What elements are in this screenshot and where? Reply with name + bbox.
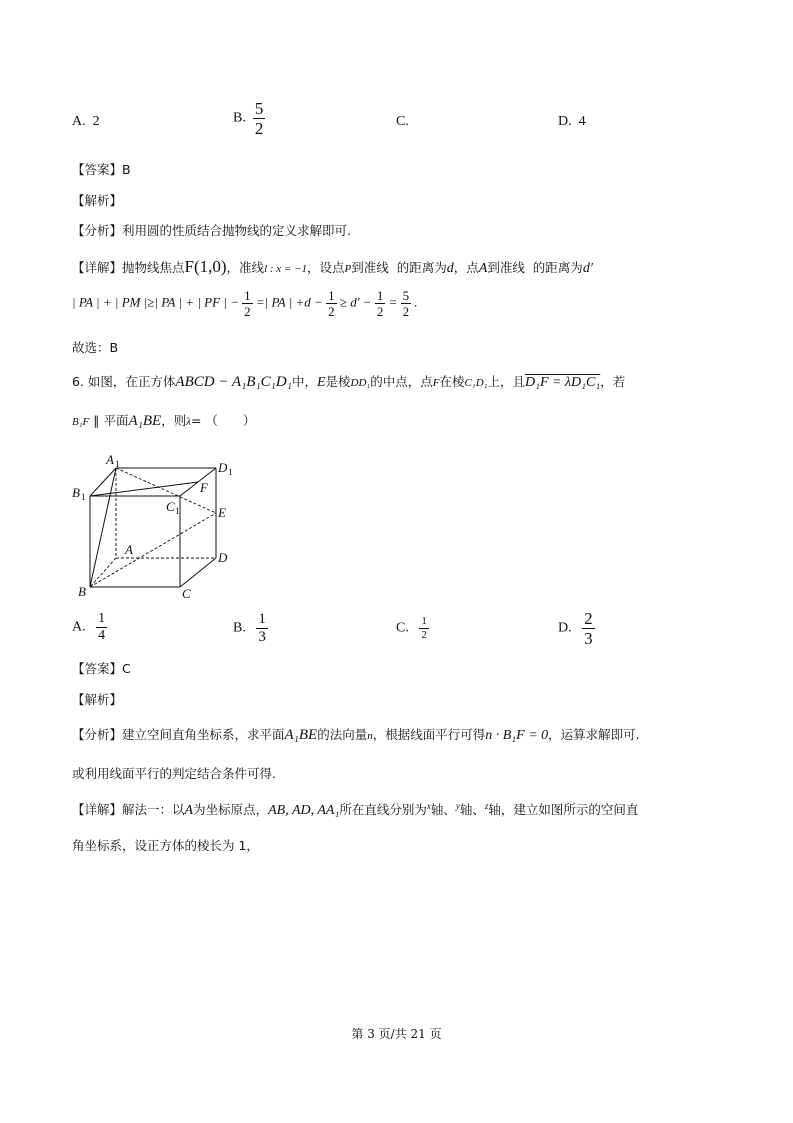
focus-formula: F(1,0) [184, 257, 227, 276]
option-label: B. [233, 110, 246, 126]
q5-analysis-tag: 【解析】 [72, 193, 123, 208]
label-b1: B [72, 485, 80, 500]
q5-analysis: 【分析】利用圆的性质结合抛物线的定义求解即可. [72, 223, 351, 238]
label-b: B [78, 584, 86, 599]
label-b1-sub: 1 [81, 492, 86, 502]
q6-option-c: C. $\frac{1}{2}$ [396, 615, 427, 641]
segment-b1f [90, 482, 198, 496]
q5-answer: 【答案】B [72, 162, 131, 177]
option-value: 2 [92, 114, 100, 129]
option-label: A. [72, 114, 86, 129]
q6-option-b: B. $\frac{1}{3}$ [233, 611, 266, 645]
q6-analysis: 【分析】建立空间直角坐标系，求平面A₁BE的法向量n，根据线面平行可得n · B₁F = 0，运算求解即可. [72, 727, 640, 743]
page-footer: 第 3 页/共 21 页 [351, 1027, 442, 1041]
edge-dc [180, 558, 216, 587]
q5-option-d [558, 114, 586, 130]
label-d1: D [218, 460, 228, 475]
q6-stem-line1: 6. 如图，在正方体ABCD − A₁B₁C₁D₁中，E是棱DD₁的中点，点F在棱C₁D₁上，且D₁F = λD₁C₁，若 [72, 374, 626, 390]
q6-analysis-tag: 【解析】 [72, 692, 123, 707]
label-d1-sub: 1 [228, 467, 233, 477]
q6-option-d: D. $\frac{2}{3}$ [558, 609, 593, 648]
q6-detail-line2: 角坐标系，设正方体的棱长为 1， [72, 838, 259, 853]
label-a: A [125, 542, 133, 557]
label-f: F [200, 480, 208, 495]
q6-stem-line2: B₁F ∥ 平面A₁BE，则λ= （ ） [72, 413, 256, 429]
label-c1-sub: 1 [175, 506, 180, 516]
q5-choice: 故选：B [72, 340, 119, 355]
q5-detail: 【详解】抛物线焦点F(1,0)，准线l : x = −1，设点P到准线 的距离为d，点A到准线 的距离为d′ [72, 257, 593, 276]
q5-option-c [396, 114, 409, 130]
option-label: C. [396, 114, 409, 129]
cube-figure [68, 450, 248, 605]
hidden-segment-be [90, 513, 216, 587]
label-c1: C [166, 499, 175, 514]
label-a1-sub: 1 [115, 459, 120, 469]
label-a1: A [106, 452, 114, 467]
q6-answer: 【答案】C [72, 661, 131, 676]
q5-formula: | PA | + | PM |≥| PA | + | PF | − $\frac{1}{2}$ =| PA | +d − $\frac{1}{2}$ ≥ d′ − $\frac{1}{2}$ = $\frac{5}{2}$ . [72, 288, 418, 319]
label-e: E [218, 505, 226, 520]
label-c: C [182, 586, 191, 601]
q6-analysis-2: 或利用线面平行的判定结合条件可得. [72, 766, 276, 781]
option-value: 4 [578, 114, 586, 129]
fraction: $\frac{5}{2}$ [254, 99, 264, 138]
hidden-edge-ab [90, 558, 116, 587]
option-label: D. [558, 114, 572, 129]
directrix-formula: l : x = −1 [264, 263, 308, 275]
segment-a1b [90, 468, 116, 587]
q5-option-b [233, 100, 265, 137]
edge-a1b1 [90, 468, 116, 496]
label-d: D [218, 550, 228, 565]
q6-detail-line1: 【详解】解法一：以A为坐标原点，AB, AD, AA₁所在直线分别为$^x$轴、$^y$轴、$^z$轴，建立如图所示的空间直 [72, 800, 639, 818]
q5-option-a [72, 114, 100, 130]
q6-option-a: A. $\frac{1}{4}$ [72, 611, 106, 643]
